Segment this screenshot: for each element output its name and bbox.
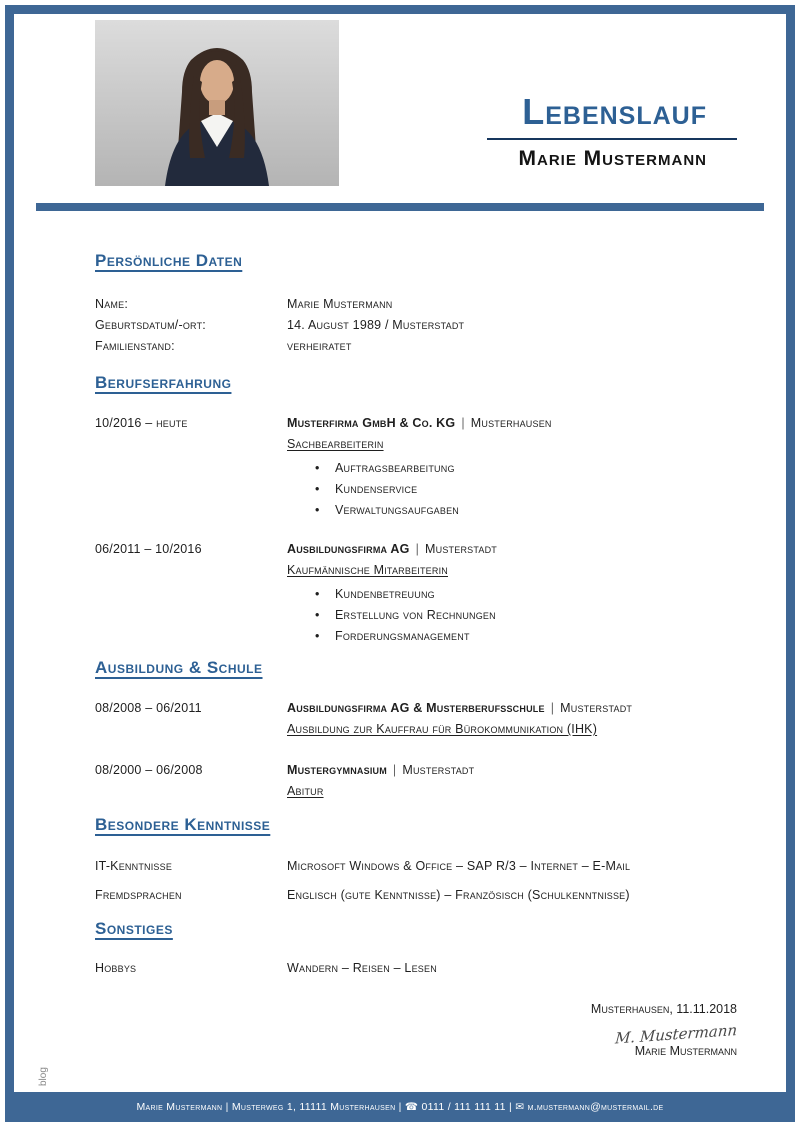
task-list [315,584,737,647]
task-list [315,458,737,521]
signoff [591,1000,737,1060]
degree-title: Abitur [287,784,324,798]
degree-title: Ausbildung zur Kauffrau für Bürokommunikation (IHK) [287,722,598,736]
header-person-name: Marie Mustermann [518,147,707,170]
field-value: Marie Mustermann [287,297,393,311]
field-label: IT-Kenntnisse [95,859,173,873]
misc-rows [95,958,737,979]
pipe-separator: | [392,763,397,777]
experience-entry [95,413,737,521]
entry-company-line [287,413,737,434]
company-location: Musterstadt [425,542,497,556]
field-value: verheiratet [287,339,352,353]
entry-period: 06/2011 – 10/2016 [95,542,202,556]
personal-row [95,336,737,357]
entry-company-line [287,539,737,560]
entry-period: 08/2000 – 06/2008 [95,763,203,777]
personal-rows [95,294,737,357]
entry-body [287,760,737,802]
institution-location: Musterstadt [402,763,475,777]
pipe-separator: | [550,701,555,715]
company-location: Musterhausen [470,416,552,430]
field-label: Hobbys [95,961,137,975]
task-item: • Kundenbetreuung [315,584,737,605]
education-entry [95,760,737,802]
field-label: Geburtsdatum/-ort: [95,318,206,332]
task-item: • Forderungsmanagement [315,626,737,647]
institution-name: Mustergymnasium [287,763,387,777]
cv-content [95,240,737,979]
field-value: Englisch (gute Kenntnisse) – Französisch (Schulkenntnisse) [287,888,630,902]
handwritten-signature: M. Mustermann [614,1020,738,1048]
entry-company-line [287,698,737,719]
entry-company-line [287,760,737,781]
frame-left-border [5,5,14,1122]
pipe-separator: | [461,416,465,430]
page-title: Lebenslauf [522,91,707,132]
blog-watermark: blog [38,1067,49,1086]
header [397,92,737,171]
field-label: Familienstand: [95,339,175,353]
field-label: Fremdsprachen [95,888,182,902]
frame-right-border [786,5,795,1122]
entry-period: 08/2008 – 06/2011 [95,701,202,715]
footer-bar [5,1092,795,1122]
institution-location: Musterstadt [560,701,633,715]
section-heading-personal: Persönliche Daten [95,251,243,270]
company-name: Ausbildungsfirma AG [287,542,410,556]
pipe-separator: | [415,542,420,556]
field-label: Name: [95,297,129,311]
task-item: • Verwaltungsaufgaben [315,500,737,521]
personal-row [95,294,737,315]
field-value: 14. August 1989 / Musterstadt [287,318,465,332]
place-and-date: Musterhausen, 11.11.2018 [590,1002,737,1016]
experience-entry [95,539,737,647]
section-heading-education: Ausbildung & Schule [95,658,263,677]
task-item: • Erstellung von Rechnungen [315,605,737,626]
entry-body [287,413,737,521]
profile-photo [95,20,339,186]
entry-body [287,539,737,647]
personal-row [95,315,737,336]
company-name: Musterfirma GmbH & Co. KG [287,416,456,430]
skills-row [95,852,737,881]
section-heading-skills: Besondere Kenntnisse [95,815,271,834]
job-title: Kaufmännische Mitarbeiterin [287,563,448,577]
signature-printed-name: Marie Mustermann [634,1044,737,1058]
entry-body [287,698,737,740]
header-divider [487,138,737,140]
skills-row [95,881,737,910]
task-item: • Kundenservice [315,479,737,500]
entry-period: 10/2016 – heute [95,416,188,430]
header-bottom-bar [36,203,764,211]
education-entry [95,698,737,740]
job-title: Sachbearbeiterin [287,437,384,451]
task-item: • Auftragsbearbeitung [315,458,737,479]
skills-rows [95,852,737,910]
field-value: Wandern – Reisen – Lesen [287,961,437,975]
field-value: Microsoft Windows & Office – SAP R/3 – Internet – E-Mail [287,859,631,873]
footer-contact-line: Marie Mustermann | Musterweg 1, 11111 Musterhausen | ☎ 0111 / 111 111 11 | ✉ m.mustermann@mustermail.de [136,1101,664,1113]
frame-top-border [5,5,795,14]
misc-row [95,958,737,979]
section-heading-misc: Sonstiges [95,919,173,938]
portrait-illustration [95,20,339,186]
section-heading-experience: Berufserfahrung [95,373,232,392]
institution-name: Ausbildungsfirma AG & Musterberufsschule [287,701,545,715]
